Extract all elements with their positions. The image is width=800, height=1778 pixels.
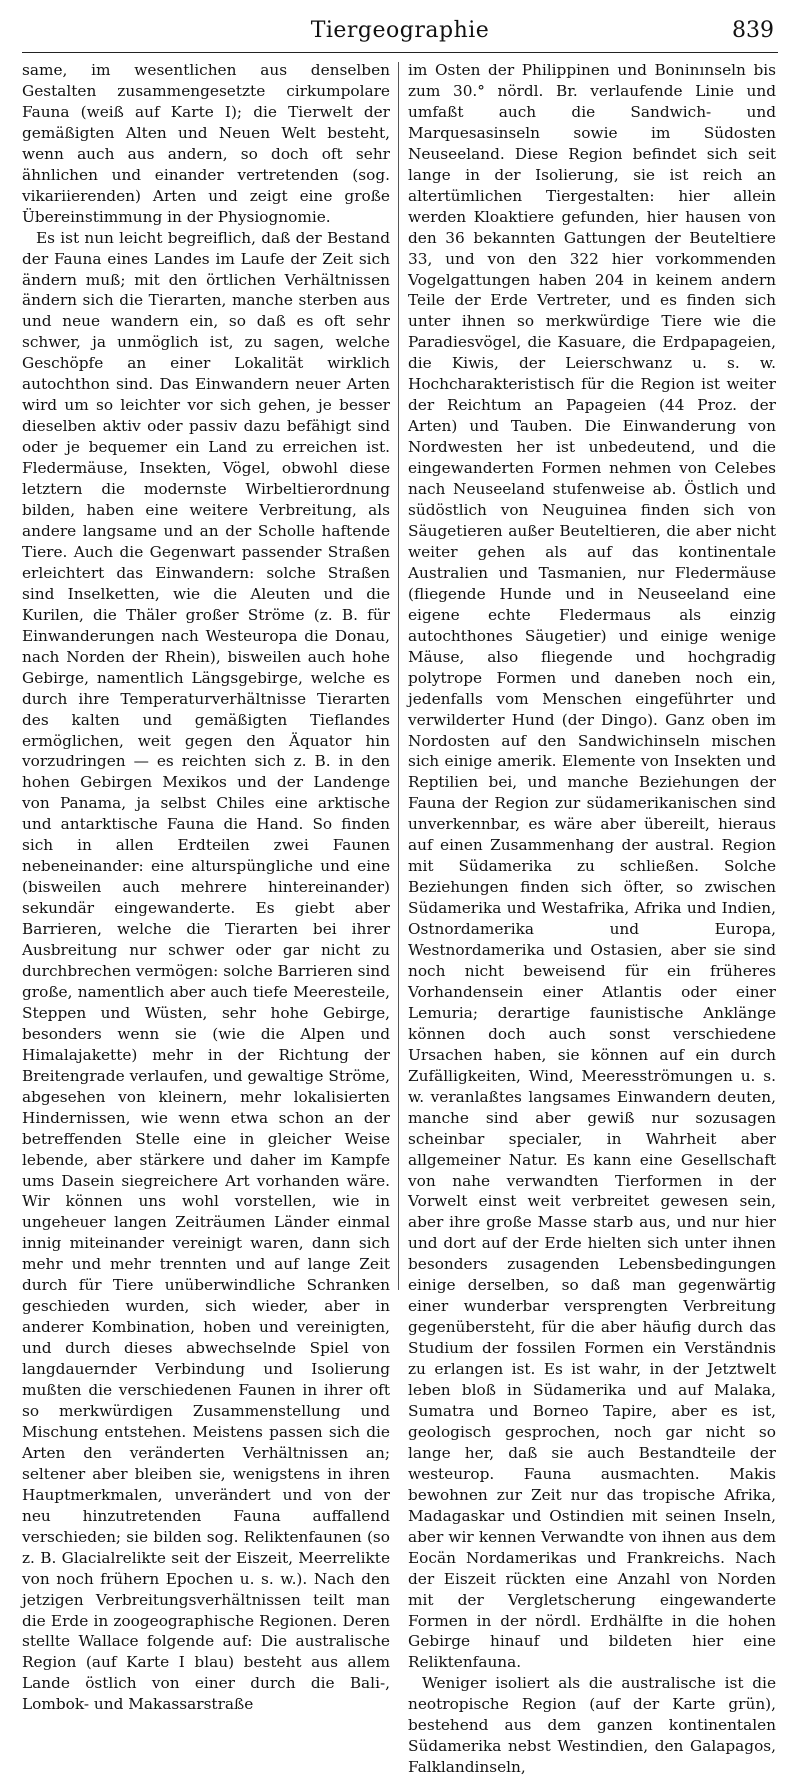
page-header [22, 8, 778, 48]
paragraph: im Osten der Philippinen und Boninınseln bis zum 30.° nördl. Br. verlaufende Linie und umfaßt auch die Sandwich- und Marquesasinseln sowie im Südosten Neuseeland. Diese Region befindet sich seit lange in der Isolierung, sie ist reich an altertümlichen Tiergestalten: hier allein werden Kloaktiere gefunden, hier hausen von den 36 bekannten Gattungen der Beuteltiere 33, und von den 322 hier vorkommenden Vogelgattungen haben 204 in keinem andern Teile der Erde Vertreter, und es finden sich unter ihnen so merkwürdige Tiere wie die Paradiesvögel, die Kasuare, die Erdpapageien, die Kiwis, der Leierschwanz u. s. w. Hochcharakteristisch für die Region ist weiter der Reichtum an Papageien (44 Proz. der Arten) und Tauben. Die Einwanderung von Nordwesten her ist unbedeutend, und die eingewanderten Formen nehmen von Celebes nach Neuseeland stufenweise ab. Östlich und südöstlich von Neuguinea finden sich von Säugetieren außer Beuteltieren, die aber nicht weiter gehen als auf das kontinentale Australien und Tasmanien, nur Fledermäuse (fliegende Hunde und in Neuseeland eine eigene echte Fledermaus als einzig autochthones Säugetier) und einige wenige Mäuse, also fliegende und hochgradig polytrope Formen und daneben noch ein, jedenfalls vom Menschen eingeführter und verwilderter Hund (der Dingo). Ganz oben im Nordosten auf den Sandwichinseln mischen sich einige amerik. Elemente von Insekten und Reptilien bei, und manche Beziehungen der Fauna der Region zur südamerikanischen sind unverkennbar, es wäre aber übereilt, hieraus auf einen Zusammenhang der austral. Region mit Südamerika zu schließen. Solche Beziehungen finden sich öfter, so zwischen Südamerika und Westafrika, Afrika und Indien, Ostnordamerika und Europa, Westnordamerika und Ostasien, aber sie sind noch nicht beweisend für ein früheres Vorhandensein einer Atlantis oder einer Lemuria; derartige faunistische Anklänge können doch auch sonst verschiedene Ursachen haben, sie können auf ein durch Zufälligkeiten, Wind, Meeresströmungen u. s. w. veranlaßtes langsames Einwandern deuten, manche sind aber gewiß nur sozusagen scheinbar specialer, in Wahrheit aber allgemeiner Natur. Es kann eine Gesellschaft von nahe verwandten Tierformen in der Vorwelt einst weit verbreitet gewesen sein, aber ihre große Masse starb aus, und nur hier und dort auf der Erde hielten sich unter ihnen besonders zusagenden Lebensbedingungen einige derselben, so daß man gegenwärtig einer wunderbar versprengten Verbreitung gegenübersteht, für die aber häufig durch das Studium der fossilen Formen ein Verständnis zu erlangen ist. Es ist wahr, in der Jetztwelt leben bloß in Südamerika und auf Malaka, Sumatra und Borneo Tapire, aber es ist, geologisch gesprochen, noch gar nicht so lange her, daß sie auch Bestandteile der westeurop. Fauna ausmachten. Makis bewohnen zur Zeit nur das tropische Afrika, Madagaskar und Ostindien mit seinen Inseln, aber wir kennen Verwandte von ihnen aus dem Eocän Nordamerikas und Frankreichs. Nach der Eiszeit rückten eine Anzahl von Norden mit der Vergletscherung eingewanderte Formen in der nördl. Erdhälfte in die hohen Gebirge hinauf und bildeten hier eine Reliktenfauna. [408, 61, 776, 1672]
running-title: Tiergeographie [310, 18, 490, 43]
right-column [408, 60, 776, 1777]
page-number: 839 [732, 18, 774, 43]
header-rule [22, 52, 778, 53]
left-column [22, 60, 390, 1714]
paragraph: same, im wesentlichen aus denselben Gestalten zusammengesetzte cirkumpolare Fauna (weiß auf Karte I); die Tierwelt der gemäßigten Alten und Neuen Welt besteht, wenn auch aus andern, so doch oft sehr ähnlichen und einander vertretenden (sog. vikariierenden) Arten und zeigt eine große Übereinstimmung in der Physiognomie. [22, 61, 390, 226]
column-divider [398, 62, 399, 1290]
paragraph: Es ist nun leicht begreiflich, daß der Bestand der Fauna eines Landes im Laufe der Zeit sich ändern muß; mit den örtlichen Verhältnissen ändern sich die Tierarten, manche sterben aus und neue wandern ein, so daß es oft sehr schwer, ja unmöglich ist, zu sagen, welche Geschöpfe an einer Lokalität wirklich autochthon sind. Das Einwandern neuer Arten wird um so leichter vor sich gehen, je besser dieselben aktiv oder passiv dazu befähigt sind oder je bequemer ein Land zu erreichen ist. Fledermäuse, Insekten, Vögel, obwohl diese letztern die modernste Wirbeltierordnung bilden, haben eine weitere Verbreitung, als andere langsame und an der Scholle haftende Tiere. Auch die Gegenwart passender Straßen erleichtert das Einwandern: solche Straßen sind Inselketten, wie die Aleuten und die Kurilen, die Thäler großer Ströme (z. B. für Einwanderungen nach Westeuropa die Donau, nach Norden der Rhein), bisweilen auch hohe Gebirge, namentlich Längsgebirge, welche es durch ihre Temperaturverhältnisse Tierarten des kalten und gemäßigten Tieflandes ermöglichen, weit gegen den Äquator hin vorzudringen — es reichten sich z. B. in den hohen Gebirgen Mexikos und der Landenge von Panama, ja selbst Chiles eine arktische und antarktische Fauna die Hand. So finden sich in allen Erdteilen zwei Faunen nebeneinander: eine alturspüngliche und eine (bisweilen auch mehrere hintereinander) sekundär eingewanderte. Es giebt aber Barrieren, welche die Tierarten bei ihrer Ausbreitung nur schwer oder gar nicht zu durchbrechen vermögen: solche Barrieren sind große, namentlich aber auch tiefe Meeresteile, Steppen und Wüsten, sehr hohe Gebirge, besonders wenn sie (wie die Alpen und Himalajakette) mehr in der Richtung der Breitengrade verlaufen, und gewaltige Ströme, abgesehen von kleinern, mehr lokalisierten Hindernissen, wie wenn etwa schon an der betreffenden Stelle eine in gleicher Weise lebende, aber stärkere und daher im Kampfe ums Dasein siegreichere Art vorhanden wäre. Wir können uns wohl vorstellen, wie in ungeheuer langen Zeiträumen Länder einmal innig miteinander vereinigt waren, dann sich mehr und mehr trennten und auf lange Zeit durch für Tiere unüberwindliche Schranken geschieden wurden, sich wieder, aber in anderer Kombination, hoben und vereinigten, und durch dieses abwechselnde Spiel von langdauernder Verbindung und Isolierung mußten die verschiedenen Faunen in ihrer oft so merkwürdigen Zusammenstellung und Mischung entstehen. Meistens passen sich die Arten den veränderten Verhältnissen an; seltener aber bleiben sie, wenigstens in ihren Hauptmerkmalen, unverändert und von der neu hinzutretenden Fauna auffallend verschieden; sie bilden sog. Reliktenfaunen (so z. B. Glacialrelikte seit der Eiszeit, Meerrelikte von noch frühern Epochen u. s. w.). Nach den jetzigen Verbreitungsverhältnissen teilt man die Erde in zoogeographische Regionen. Deren stellte Wallace folgende auf: Die australische Region (auf Karte I blau) besteht aus allem Lande östlich von einer durch die Bali-, Lombok- und Makassarstraße [22, 228, 390, 1714]
paragraph: Weniger isoliert als die australische ist die neotropische Region (auf der Karte grün), bestehend aus dem ganzen kontinentalen Südamerika nebst Westindien, den Galapagos, Falklandinseln, [408, 1674, 776, 1777]
